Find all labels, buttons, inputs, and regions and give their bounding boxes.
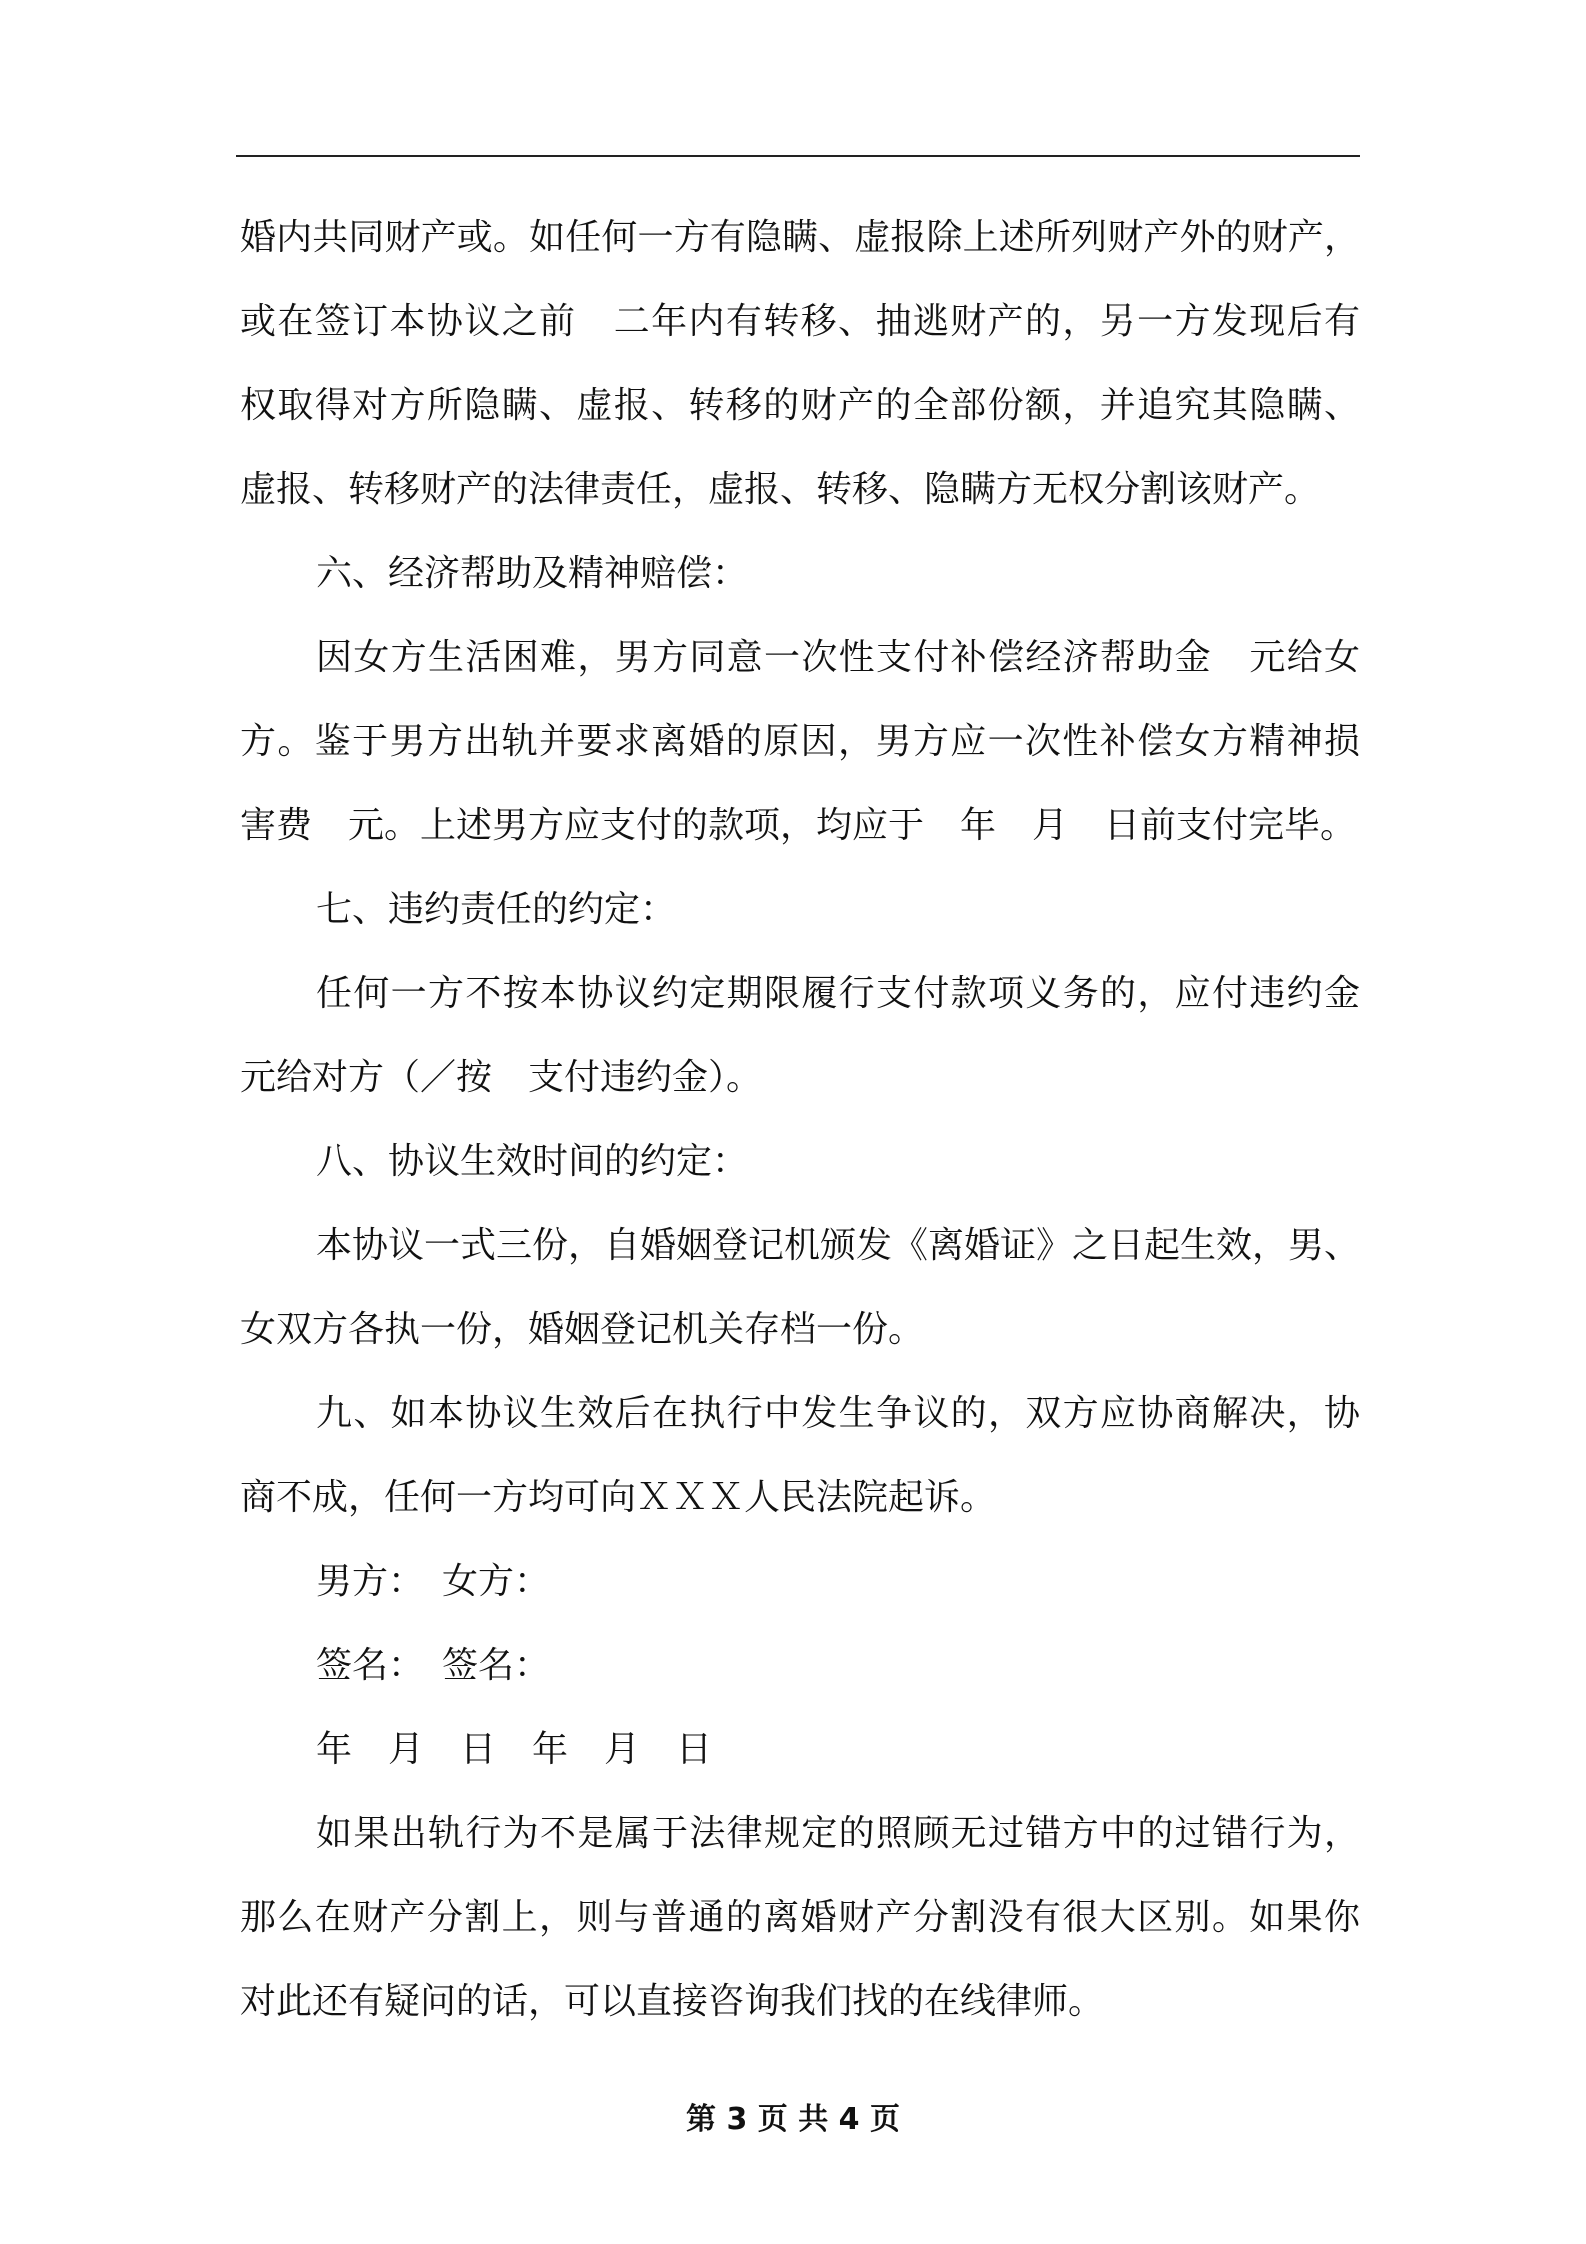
paragraph-line: 虚报、转移财产的法律责任，虚报、转移、隐瞒方无权分割该财产。 xyxy=(240,469,1321,510)
section-heading-eight: 八、协议生效时间的约定： xyxy=(316,1141,749,1182)
paragraph-line: 元给对方（／按 支付违约金）。 xyxy=(240,1057,763,1098)
paragraph-line: 权取得对方所隐瞒、虚报、转移的财产的全部份额，并追究其隐瞒、 xyxy=(240,385,1360,426)
paragraph-line: 本协议一式三份，自婚姻登记机颁发《离婚证》之日起生效，男、 xyxy=(316,1225,1360,1266)
page-number: 第 3 页 共 4 页 xyxy=(686,2102,900,2137)
paragraph-line: 女双方各执一份，婚姻登记机关存档一份。 xyxy=(240,1309,925,1350)
section-heading-seven: 七、违约责任的约定： xyxy=(316,889,677,930)
header-rule xyxy=(236,155,1360,157)
paragraph-line: 任何一方不按本协议约定期限履行支付款项义务的，应付违约金 xyxy=(316,973,1360,1014)
paragraph-line: 害费 元。上述男方应支付的款项，均应于 年 月 日前支付完毕。 xyxy=(240,805,1357,846)
paragraph-line: 商不成，任何一方均可向ＸＸＸ人民法院起诉。 xyxy=(240,1477,997,1518)
document-body xyxy=(240,196,1360,2044)
section-heading-nine: 九、如本协议生效后在执行中发生争议的，双方应协商解决，协 xyxy=(316,1393,1360,1434)
paragraph-line: 那么在财产分割上，则与普通的离婚财产分割没有很大区别。如果你 xyxy=(240,1897,1360,1938)
party-labels: 男方： 女方： xyxy=(316,1561,551,1602)
paragraph-line: 对此还有疑问的话，可以直接咨询我们找的在线律师。 xyxy=(240,1981,1105,2022)
paragraph-line: 方。鉴于男方出轨并要求离婚的原因，男方应一次性补偿女方精神损 xyxy=(240,721,1360,762)
paragraph-line: 如果出轨行为不是属于法律规定的照顾无过错方中的过错行为， xyxy=(316,1813,1360,1854)
paragraph-line: 因女方生活困难，男方同意一次性支付补偿经济帮助金 元给女 xyxy=(316,637,1360,678)
paragraph-line: 婚内共同财产或。如任何一方有隐瞒、虚报除上述所列财产外的财产， xyxy=(240,217,1360,258)
section-heading-six: 六、经济帮助及精神赔偿： xyxy=(316,553,749,594)
signature-labels: 签名： 签名： xyxy=(316,1645,551,1686)
paragraph-line: 或在签订本协议之前 二年内有转移、抽逃财产的，另一方发现后有 xyxy=(240,301,1360,342)
date-labels: 年 月 日 年 月 日 xyxy=(316,1729,713,1770)
